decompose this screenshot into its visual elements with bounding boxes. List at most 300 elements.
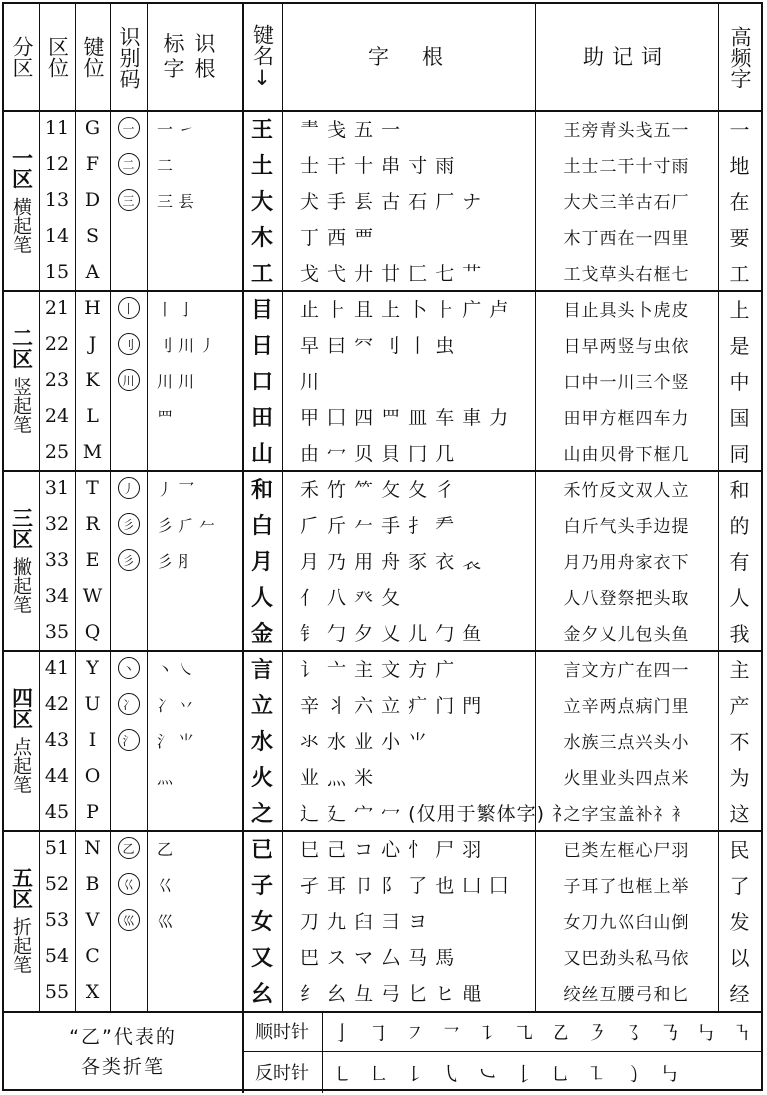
footer-note: “乙”代表的 各类折笔 [69, 1026, 177, 1078]
high-frequency-char-cell [718, 614, 761, 650]
high-frequency-char-cell [718, 578, 761, 614]
key-name: 已 [250, 837, 273, 863]
zone-position-cell [39, 650, 75, 686]
zone-position: 23 [44, 369, 70, 391]
mnemonic-verse-cell [535, 110, 718, 146]
mnemonic-verse-cell [535, 578, 718, 614]
key-letter-cell [75, 182, 110, 218]
key-name-cell [242, 146, 282, 182]
high-frequency-char-cell [718, 794, 761, 830]
high-frequency-char-cell [718, 902, 761, 938]
key-name-cell [242, 974, 282, 1010]
high-frequency-char: 这 [729, 801, 750, 826]
high-frequency-char: 我 [729, 621, 750, 646]
root-list: 月 乃 用 舟 豕 衣 𧘇 [300, 550, 483, 573]
zone-position-cell [39, 866, 75, 902]
key-letter: W [82, 585, 103, 607]
zone-title: 五区 [9, 866, 34, 909]
high-frequency-char-cell [718, 722, 761, 758]
divider [4, 830, 761, 832]
key-name: 幺 [250, 981, 273, 1007]
high-frequency-char-cell [718, 974, 761, 1010]
mnemonic-verse: 之字宝盖补礻衤 [563, 804, 690, 825]
key-name: 日 [250, 333, 273, 359]
key-letter-cell [75, 218, 110, 254]
key-name: 大 [250, 189, 273, 215]
zone-position: 25 [44, 441, 70, 463]
mark-root: 刂 川 丿 [157, 335, 216, 355]
zone-position: 54 [44, 945, 70, 967]
mark-root-cell [147, 938, 242, 974]
key-name-cell [242, 722, 282, 758]
recognition-code-cell [110, 578, 147, 614]
zone-position: 51 [44, 837, 70, 859]
high-frequency-char: 同 [729, 441, 750, 466]
key-letter-cell [75, 794, 110, 830]
zone-position-cell [39, 542, 75, 578]
recognition-code-cell [110, 470, 147, 506]
key-name-cell [242, 362, 282, 398]
key-letter-cell [75, 830, 110, 866]
key-name-cell [242, 326, 282, 362]
divider [4, 290, 761, 292]
mark-root-cell [147, 362, 242, 398]
zone-subtitle: 折起笔 [10, 916, 32, 974]
recognition-code-cell [110, 938, 147, 974]
recognition-code-cell [110, 434, 147, 470]
mnemonic-verse: 口中一川三个竖 [563, 372, 690, 393]
zone-position: 41 [44, 657, 70, 679]
zone-position-cell [39, 254, 75, 290]
root-list-cell [282, 866, 535, 902]
recognition-code-cell [110, 182, 147, 218]
mark-root-cell [147, 578, 242, 614]
mark-root-cell [147, 434, 242, 470]
recognition-code-cell [110, 794, 147, 830]
key-letter-cell [75, 506, 110, 542]
key-letter: H [84, 297, 101, 319]
zone-position: 32 [44, 513, 70, 535]
mnemonic-verse-cell [535, 722, 718, 758]
recognition-code-cell [110, 614, 147, 650]
key-name: 又 [250, 945, 273, 971]
key-letter: B [85, 873, 100, 895]
header-recog: 识别码 [117, 25, 141, 89]
recognition-code: 一 [118, 117, 140, 139]
recognition-code-cell [110, 506, 147, 542]
key-name-cell [242, 686, 282, 722]
key-name: 工 [250, 261, 273, 287]
mnemonic-verse-cell [535, 614, 718, 650]
key-letter-cell [75, 398, 110, 434]
high-frequency-char-cell [718, 254, 761, 290]
key-letter: M [82, 441, 103, 463]
counter-strokes: ㇄ ㇗ ㇙ ㇂ ㇃ 𠄌 ㇟ ㇅ ㇁ ㇉ [332, 1061, 685, 1086]
recognition-code: 氵 [118, 729, 140, 751]
key-name: 女 [250, 909, 273, 935]
recognition-code-cell [110, 362, 147, 398]
root-list: 亻 八 癶 夂 [300, 586, 402, 609]
counter-label: 反时针 [255, 1063, 309, 1084]
zone-subtitle: 点起笔 [10, 736, 32, 794]
high-frequency-char: 国 [729, 405, 750, 430]
zone-position: 52 [44, 873, 70, 895]
key-letter: T [86, 477, 99, 499]
root-list-cell [282, 722, 535, 758]
key-name-cell [242, 110, 282, 146]
mnemonic-verse-cell [535, 290, 718, 326]
root-list-cell [282, 542, 535, 578]
mnemonic-verse-cell [535, 542, 718, 578]
zone-position-cell [39, 830, 75, 866]
root-list: 由 冖 贝 貝 冂 几 [300, 442, 456, 465]
zone-position-cell [39, 470, 75, 506]
high-frequency-char: 是 [729, 333, 750, 358]
zone-position: 31 [44, 477, 70, 499]
key-letter-cell [75, 902, 110, 938]
root-list: 氺 水 业 小 ⺌ [300, 730, 429, 753]
divider [282, 4, 283, 1011]
mark-root: 三 镸 [157, 191, 195, 211]
mnemonic-verse-cell [535, 218, 718, 254]
divider [4, 650, 761, 652]
high-frequency-char-cell [718, 686, 761, 722]
mark-root-cell [147, 614, 242, 650]
key-letter-cell [75, 650, 110, 686]
mark-root: 罒 [157, 407, 174, 427]
recognition-code-cell [110, 398, 147, 434]
mark-root-cell [147, 218, 242, 254]
mnemonic-verse-cell [535, 506, 718, 542]
mnemonic-verse-cell [535, 938, 718, 974]
key-name: 白 [250, 513, 273, 539]
zone-position: 24 [44, 405, 70, 427]
zone-position-cell [39, 182, 75, 218]
mnemonic-verse-cell [535, 470, 718, 506]
zone-title: 二区 [9, 326, 34, 369]
zone-position-cell [39, 578, 75, 614]
root-list: 讠 亠 主 文 方 广 [300, 658, 456, 681]
zone-position-cell [39, 974, 75, 1010]
root-list: 巳 己 コ 心 忄 尸 羽 [300, 838, 483, 861]
divider [147, 4, 148, 1011]
mark-root-cell [147, 254, 242, 290]
high-frequency-char-cell [718, 398, 761, 434]
high-frequency-char: 在 [729, 189, 750, 214]
root-list: 𠂆 斤 𠂉 手 扌 龵 [300, 514, 456, 537]
recognition-code-cell [110, 686, 147, 722]
root-list-cell [282, 146, 535, 182]
mnemonic-verse-cell [535, 902, 718, 938]
root-list-cell [282, 794, 573, 830]
mnemonic-verse: 火里业头四点米 [563, 768, 690, 789]
zone-position-cell [39, 794, 75, 830]
mnemonic-verse-cell [535, 146, 718, 182]
high-frequency-char: 民 [729, 837, 750, 862]
root-list: 纟 幺 彑 弓 匕 ヒ 黽 [300, 982, 483, 1005]
zone-position: 33 [44, 549, 70, 571]
mark-root: 冫 丷 [157, 695, 195, 715]
recognition-code-cell [110, 902, 147, 938]
high-frequency-char-cell [718, 218, 761, 254]
high-frequency-char: 工 [729, 261, 750, 286]
mnemonic-verse-cell [535, 326, 718, 362]
high-frequency-char: 一 [729, 117, 750, 142]
root-list-cell [282, 362, 535, 398]
mnemonic-verse: 禾竹反文双人立 [563, 480, 690, 501]
key-name-cell [242, 398, 282, 434]
zone-position: 11 [44, 117, 70, 139]
mnemonic-verse: 大犬三羊古石厂 [563, 192, 690, 213]
key-name: 山 [250, 441, 273, 467]
root-list-cell [282, 254, 535, 290]
root-list-cell [282, 902, 535, 938]
recognition-code: 彡 [118, 513, 140, 535]
root-list: 龶 戋 五 一 [300, 118, 402, 141]
key-name: 和 [250, 477, 273, 503]
divider [4, 470, 761, 472]
root-list: 辛 丬 六 立 疒 门 門 [300, 694, 483, 717]
recognition-code: 丨 [118, 297, 140, 319]
recognition-code: 丶 [118, 657, 140, 679]
zone-position-cell [39, 290, 75, 326]
header-key-pos: 键位 [81, 36, 105, 78]
zone-subtitle: 撇起笔 [10, 556, 32, 614]
recognition-code-cell [110, 974, 147, 1010]
root-list-cell [282, 758, 535, 794]
root-list: 巴 ス マ 厶 马 馬 [300, 946, 456, 969]
key-letter: G [84, 117, 101, 139]
key-name: 月 [250, 549, 273, 575]
high-frequency-char-cell [718, 326, 761, 362]
key-name-cell [242, 938, 282, 974]
key-name-cell [242, 650, 282, 686]
high-frequency-char: 发 [729, 909, 750, 934]
zone-position: 34 [44, 585, 70, 607]
key-letter-cell [75, 578, 110, 614]
key-name: 田 [250, 405, 273, 431]
high-frequency-char: 要 [729, 225, 750, 250]
recognition-code-cell [110, 722, 147, 758]
mark-root: 灬 [157, 767, 174, 787]
root-list-cell [282, 506, 535, 542]
high-frequency-char-cell [718, 362, 761, 398]
high-frequency-char: 不 [729, 729, 750, 754]
root-list: 钅 勹 夕 乂 儿 勹 鱼 [300, 622, 483, 645]
high-frequency-char: 有 [729, 549, 750, 574]
recognition-code: 巜 [118, 873, 140, 895]
header-mark-root: 标识字根 [163, 32, 226, 81]
zone-position: 35 [44, 621, 70, 643]
recognition-code: 川 [118, 369, 140, 391]
key-letter-cell [75, 938, 110, 974]
clockwise-strokes: 亅 ㇆ ㇇ ㇖ ㇊ ㇈ ㇠ ㇋ ㇌ ㇡ ㇉ ㇎ [332, 1020, 757, 1045]
high-frequency-char-cell [718, 830, 761, 866]
key-letter: E [85, 549, 100, 571]
root-list-cell [282, 398, 535, 434]
zone-name [4, 650, 39, 830]
key-name: 目 [250, 297, 273, 323]
zone-title: 一区 [9, 146, 34, 189]
mnemonic-verse: 金夕乂儿包头鱼 [563, 624, 690, 645]
mnemonic-verse: 木丁西在一四里 [563, 228, 690, 249]
recognition-code-cell [110, 110, 147, 146]
root-list-cell [282, 470, 535, 506]
mnemonic-verse: 女刀九巛臼山倒 [563, 912, 690, 933]
zone-position-cell [39, 686, 75, 722]
key-letter: X [85, 981, 100, 1003]
mark-root-cell [147, 146, 242, 182]
high-frequency-char: 中 [729, 369, 750, 394]
key-name-cell [242, 758, 282, 794]
key-letter: I [88, 729, 97, 751]
root-list-cell [282, 614, 535, 650]
key-name: 子 [250, 873, 273, 899]
root-list-cell [282, 290, 535, 326]
divider [535, 4, 536, 1011]
recognition-code-cell [110, 290, 147, 326]
high-frequency-char-cell [718, 470, 761, 506]
zone-title: 四区 [9, 686, 34, 729]
mark-root-cell [147, 326, 242, 362]
zone-position: 12 [44, 153, 70, 175]
mark-root-cell [147, 866, 242, 902]
mnemonic-verse-cell [535, 686, 718, 722]
mark-root: 丨 亅 [157, 299, 195, 319]
root-list-cell [282, 182, 535, 218]
zone-position-cell [39, 110, 75, 146]
key-letter: K [85, 369, 100, 391]
recognition-code-cell [110, 650, 147, 686]
key-letter-cell [75, 470, 110, 506]
zone-position: 42 [44, 693, 70, 715]
root-list: 止 ⺊ 且 上 卜 ⺊ 广 卢 [300, 298, 510, 321]
key-letter-cell [75, 974, 110, 1010]
mark-root-cell [147, 290, 242, 326]
high-frequency-char: 地 [729, 153, 750, 178]
header-mnemonic: 助记词 [583, 44, 670, 69]
key-name: 之 [250, 801, 273, 827]
mark-root: 巛 [157, 911, 174, 931]
key-name-cell [242, 254, 282, 290]
zone-title: 三区 [9, 506, 34, 549]
high-frequency-char: 和 [729, 477, 750, 502]
recognition-code-cell [110, 146, 147, 182]
clockwise-label: 顺时针 [255, 1022, 309, 1043]
root-list-cell [282, 434, 535, 470]
recognition-code: 刂 [118, 333, 140, 355]
mnemonic-verse: 王旁青头戋五一 [563, 120, 690, 141]
key-name: 火 [250, 765, 273, 791]
zone-position-cell [39, 398, 75, 434]
key-letter-cell [75, 254, 110, 290]
key-name-cell [242, 830, 282, 866]
root-list: 甲 囗 四 罒 皿 车 車 力 [300, 406, 510, 429]
zone-position: 45 [44, 801, 70, 823]
mark-root-cell [147, 902, 242, 938]
key-name-cell [242, 434, 282, 470]
mnemonic-verse-cell [535, 866, 718, 902]
high-frequency-char: 为 [729, 765, 750, 790]
mark-root: 二 [157, 155, 174, 175]
key-name-cell [242, 614, 282, 650]
mark-root: 丶 ㇏ [157, 659, 195, 679]
high-frequency-char-cell [718, 938, 761, 974]
header-zone-pos: 区位 [45, 36, 70, 78]
root-list-cell [282, 110, 535, 146]
key-letter: O [84, 765, 101, 787]
recognition-code: 丿 [118, 477, 140, 499]
divider [110, 4, 111, 1011]
mnemonic-verse: 田甲方框四车力 [563, 408, 690, 429]
high-frequency-char-cell [718, 506, 761, 542]
root-list-cell [282, 938, 535, 974]
key-letter: S [85, 225, 100, 247]
zone-position-cell [39, 614, 75, 650]
zone-position: 22 [44, 333, 70, 355]
zone-position-cell [39, 938, 75, 974]
key-name: 言 [250, 657, 273, 683]
root-list: 孑 耳 卩 阝 了 也 凵 囗 [300, 874, 510, 897]
divider [39, 4, 40, 1011]
high-frequency-char-cell [718, 542, 761, 578]
divider [718, 4, 719, 1011]
zone-position-cell [39, 758, 75, 794]
header-zone: 分区 [10, 36, 34, 78]
mnemonic-verse: 言文方广在四一 [563, 660, 690, 681]
key-letter-cell [75, 290, 110, 326]
recognition-code-cell [110, 254, 147, 290]
key-letter: P [86, 801, 99, 823]
root-list: 犬 手 镸 古 石 厂 ナ [300, 190, 483, 213]
key-name-cell [242, 794, 282, 830]
key-name: 土 [250, 153, 273, 179]
zone-position: 44 [44, 765, 70, 787]
zone-position: 13 [44, 189, 70, 211]
root-list: 川 [300, 370, 321, 393]
wubi-radical-table [2, 2, 763, 1091]
mark-root-cell [147, 110, 242, 146]
recognition-code-cell [110, 830, 147, 866]
zone-position-cell [39, 326, 75, 362]
high-frequency-char-cell [718, 110, 761, 146]
mark-root-cell [147, 650, 242, 686]
mnemonic-verse-cell [535, 182, 718, 218]
key-letter-cell [75, 434, 110, 470]
mark-root-cell [147, 830, 242, 866]
root-list: 业 灬 米 [300, 766, 375, 789]
mnemonic-verse-cell [535, 794, 718, 830]
mnemonic-verse: 月乃用舟家衣下 [563, 552, 690, 573]
zone-position: 55 [44, 981, 70, 1003]
key-letter: Q [84, 621, 101, 643]
recognition-code-cell [110, 866, 147, 902]
root-list: 丁 西 覀 [300, 226, 375, 249]
mnemonic-verse: 工戈草头右框七 [563, 264, 690, 285]
zone-subtitle: 竖起笔 [10, 376, 32, 434]
recognition-code: 三 [118, 189, 140, 211]
root-list-cell [282, 578, 535, 614]
key-name-cell [242, 578, 282, 614]
header-key-name: 键名 ↓ [250, 23, 275, 90]
key-name: 金 [250, 621, 273, 647]
zone-position-cell [39, 722, 75, 758]
zone-name [4, 290, 39, 470]
key-letter: D [84, 189, 101, 211]
root-list: 刀 九 臼 彐 ヨ [300, 910, 429, 933]
divider [4, 110, 761, 112]
key-letter: V [85, 909, 100, 931]
